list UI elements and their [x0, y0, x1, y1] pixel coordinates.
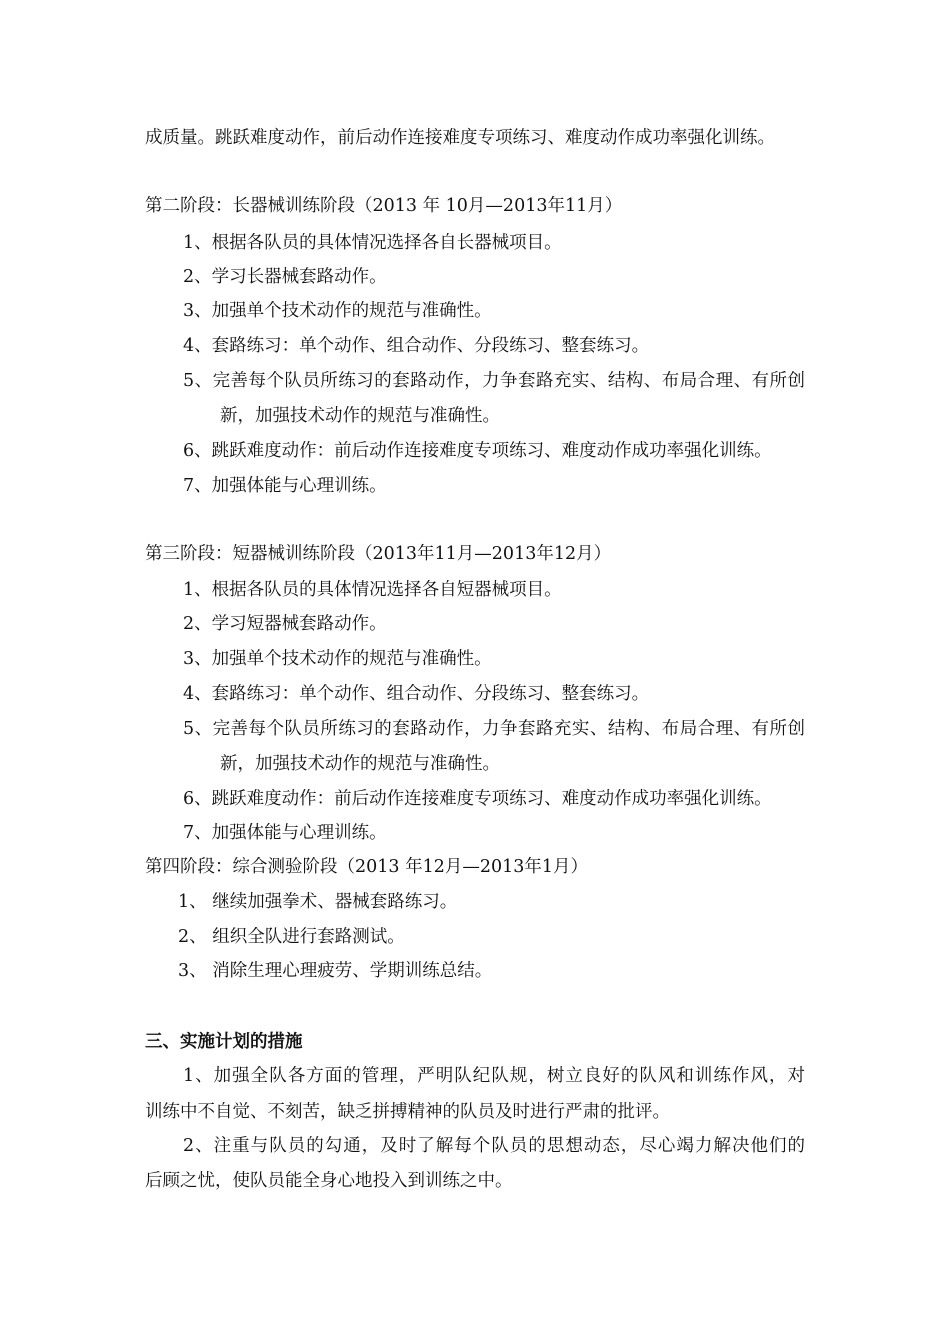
stage3-heading: 第三阶段：短器械训练阶段（2013年11月—2013年12月）: [145, 544, 612, 564]
section3-heading: 三、实施计划的措施: [145, 1032, 303, 1052]
stage2-item: 6、跳跃难度动作：前后动作连接难度专项练习、难度动作成功率强化训练。: [183, 441, 772, 461]
stage2-item: 1、根据各队员的具体情况选择各自长器械项目。: [183, 233, 562, 253]
stage2-item: 5、完善每个队员所练习的套路动作，力争套路充实、结构、布局合理、有所创: [183, 371, 805, 391]
stage2-item: 4、套路练习：单个动作、组合动作、分段练习、整套练习。: [183, 336, 650, 356]
stage3-item: 5、完善每个队员所练习的套路动作，力争套路充实、结构、布局合理、有所创: [183, 719, 805, 739]
stage3-item: 1、根据各队员的具体情况选择各自短器械项目。: [183, 580, 562, 600]
section3-paragraph-line: 1、加强全队各方面的管理，严明队纪队规，树立良好的队风和训练作风，对: [183, 1066, 805, 1086]
stage3-item: 3、加强单个技术动作的规范与准确性。: [183, 649, 492, 669]
continuation-line: 成质量。跳跃难度动作，前后动作连接难度专项练习、难度动作成功率强化训练。: [145, 128, 775, 148]
section3-paragraph-line: 训练中不自觉、不刻苦，缺乏拼搏精神的队员及时进行严肃的批评。: [145, 1102, 670, 1122]
section3-paragraph-line: 后顾之忧，使队员能全身心地投入到训练之中。: [145, 1171, 513, 1191]
stage3-item: 6、跳跃难度动作：前后动作连接难度专项练习、难度动作成功率强化训练。: [183, 789, 772, 809]
stage4-item: 3、 消除生理心理疲劳、学期训练总结。: [178, 961, 493, 981]
stage4-heading: 第四阶段：综合测验阶段（2013 年12月—2013年1月）: [145, 857, 589, 877]
stage2-item: 7、加强体能与心理训练。: [183, 476, 387, 496]
stage3-item: 7、加强体能与心理训练。: [183, 823, 387, 843]
stage3-item: 2、学习短器械套路动作。: [183, 614, 387, 634]
stage2-item-continued: 新，加强技术动作的规范与准确性。: [220, 406, 500, 426]
stage2-item: 2、学习长器械套路动作。: [183, 267, 387, 287]
stage3-item-continued: 新，加强技术动作的规范与准确性。: [220, 754, 500, 774]
stage3-item: 4、套路练习：单个动作、组合动作、分段练习、整套练习。: [183, 684, 650, 704]
stage2-heading: 第二阶段：长器械训练阶段（2013 年 10月—2013年11月）: [145, 196, 623, 216]
stage4-item: 1、 继续加强拳术、器械套路练习。: [178, 892, 458, 912]
stage2-item: 3、加强单个技术动作的规范与准确性。: [183, 301, 492, 321]
section3-paragraph-line: 2、注重与队员的勾通，及时了解每个队员的思想动态，尽心竭力解决他们的: [183, 1136, 805, 1156]
stage4-item: 2、 组织全队进行套路测试。: [178, 927, 405, 947]
